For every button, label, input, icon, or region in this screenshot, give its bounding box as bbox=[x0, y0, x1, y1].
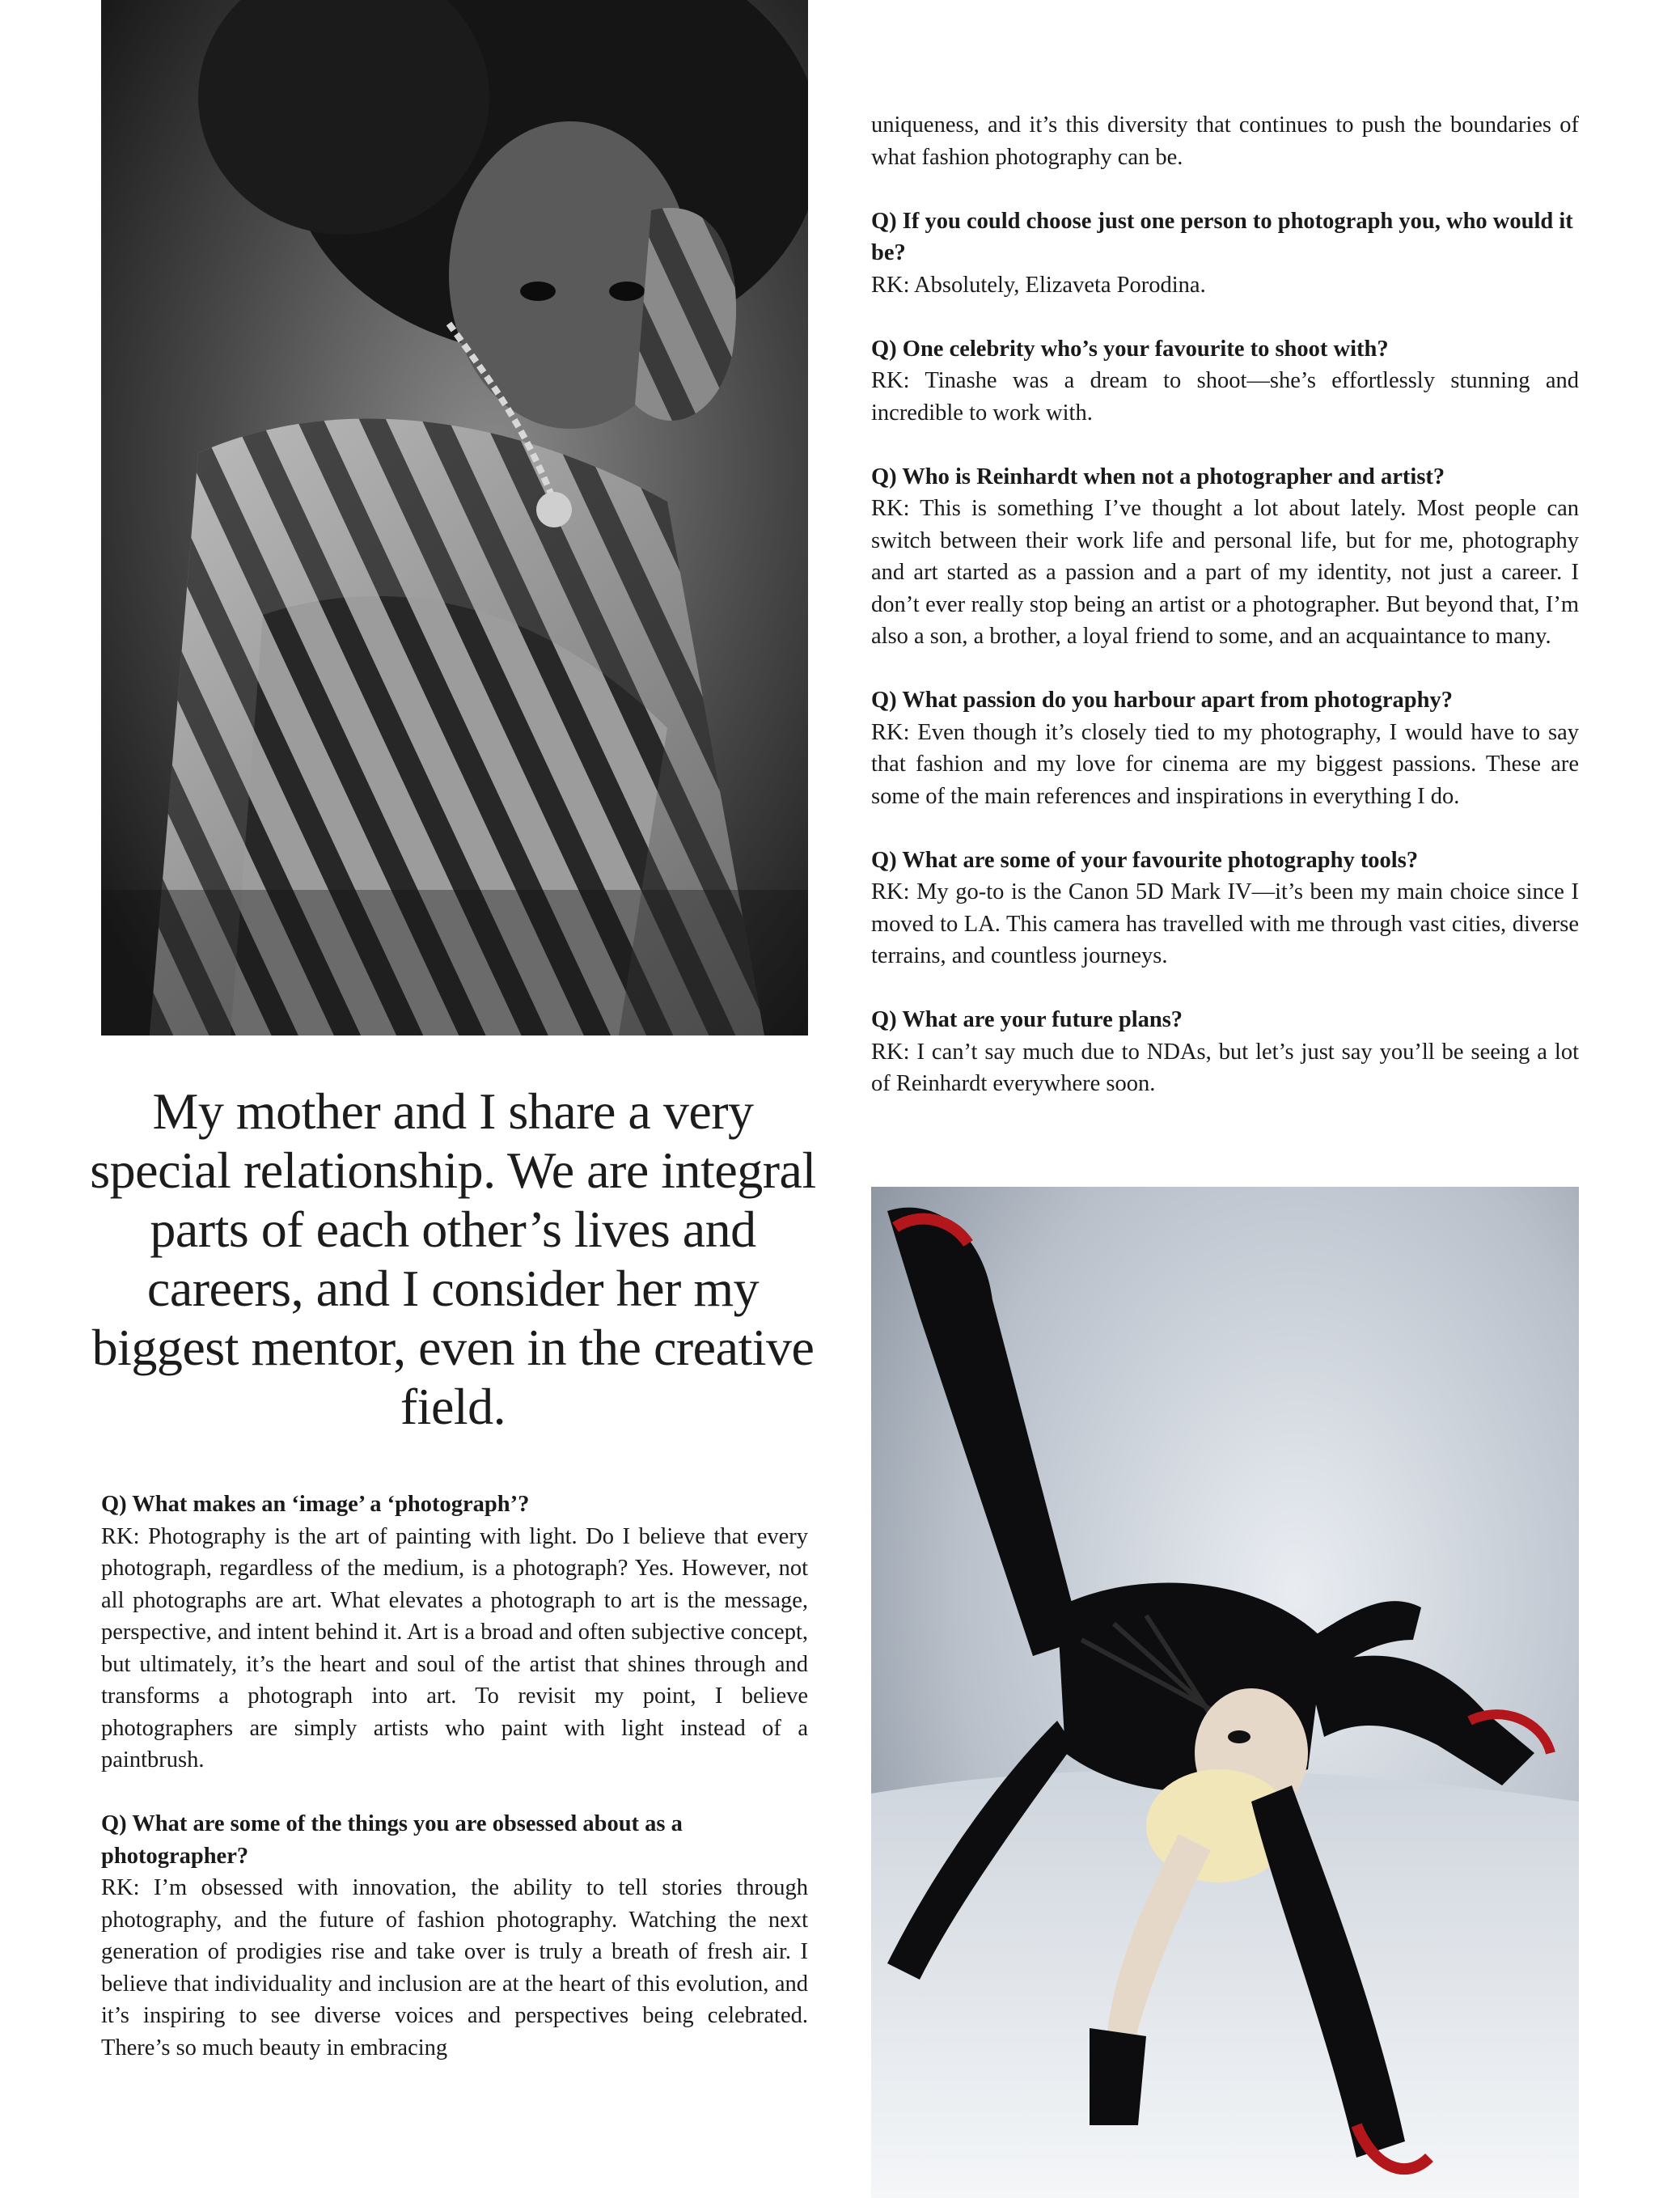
qa-block bbox=[871, 1004, 1579, 1100]
question: Q) What makes an ‘image’ a ‘photograph’? bbox=[101, 1492, 530, 1517]
answer: RK: I’m obsessed with innovation, the ability to tell stories through photography, and the future of fashion photography. Watching the next generation of prodigies rise and take over is truly a breath of fresh air. I believe that individuality and inclusion are at the heart of this evolution, and it’s inspiring to see diverse voices and perspectives being celebrated. There’s so much beauty in embracing bbox=[101, 1875, 808, 2060]
answer: RK: Absolutely, Elizaveta Porodina. bbox=[871, 272, 1206, 298]
fashion-photo-art bbox=[871, 1187, 1579, 2198]
qa-block bbox=[871, 205, 1579, 302]
question: Q) What are some of your favourite photography tools? bbox=[871, 847, 1419, 873]
pull-quote: My mother and I share a very special relationship. We are integral parts of each other’s lives and careers, and I consider her my biggest mentor, even in the creative field. bbox=[90, 1082, 816, 1435]
qa-block bbox=[871, 845, 1579, 972]
qa-block bbox=[871, 684, 1579, 812]
qa-block bbox=[101, 1489, 808, 1777]
left-column bbox=[101, 1489, 808, 2096]
answer: RK: My go-to is the Canon 5D Mark IV—it’s been my main choice since I moved to LA. This camera has travelled with me through vast cities, diverse terrains, and countless journeys. bbox=[871, 879, 1579, 968]
portrait-photo bbox=[101, 0, 808, 1035]
answer: RK: Even though it’s closely tied to my photography, I would have to say that fashion and my love for cinema are my biggest passions. These are some of the main references and inspirations in everything I do. bbox=[871, 719, 1579, 809]
qa-block bbox=[871, 333, 1579, 430]
fashion-photo bbox=[871, 1187, 1579, 2198]
answer: RK: I can’t say much due to NDAs, but let’s just say you’ll be seeing a lot of Reinhardt everywhere soon. bbox=[871, 1039, 1579, 1096]
question: Q) If you could choose just one person to photograph you, who would it be? bbox=[871, 208, 1573, 265]
question: Q) What are some of the things you are obsessed about as a photographer? bbox=[101, 1811, 683, 1869]
question: Q) One celebrity who’s your favourite to shoot with? bbox=[871, 336, 1389, 362]
continued-answer: uniqueness, and it’s this diversity that continues to push the boundaries of what fashion photography can be. bbox=[871, 112, 1579, 170]
portrait-photo-art bbox=[101, 0, 808, 1035]
qa-block bbox=[101, 1808, 808, 2064]
answer: RK: Tinashe was a dream to shoot—she’s effortlessly stunning and incredible to work with. bbox=[871, 368, 1579, 426]
answer: RK: Photography is the art of painting with light. Do I believe that every photograph, regardless of the medium, is a photograph? Yes. However, not all photographs are art. What elevates a photograph to art is the message, perspective, and intent behind it. Art is a broad and often subjective concept, but ultimately, it’s the heart and soul of the artist that shines through and transforms a photograph into art. To revisit my point, I believe photographers are simply artists who paint with light instead of a paintbrush. bbox=[101, 1523, 808, 1772]
question: Q) What are your future plans? bbox=[871, 1007, 1183, 1032]
answer: RK: This is something I’ve thought a lot about lately. Most people can switch between their work life and personal life, but for me, photography and art started as a passion and a part of my identity, not just a career. I don’t ever really stop being an artist or a photographer. But beyond that, I’m also a son, a brother, a loyal friend to some, and an acquaintance to many. bbox=[871, 496, 1579, 649]
qa-block bbox=[871, 461, 1579, 653]
question: Q) Who is Reinhardt when not a photographer and artist? bbox=[871, 464, 1445, 489]
question: Q) What passion do you harbour apart from photography? bbox=[871, 688, 1453, 713]
right-column bbox=[871, 109, 1579, 1132]
